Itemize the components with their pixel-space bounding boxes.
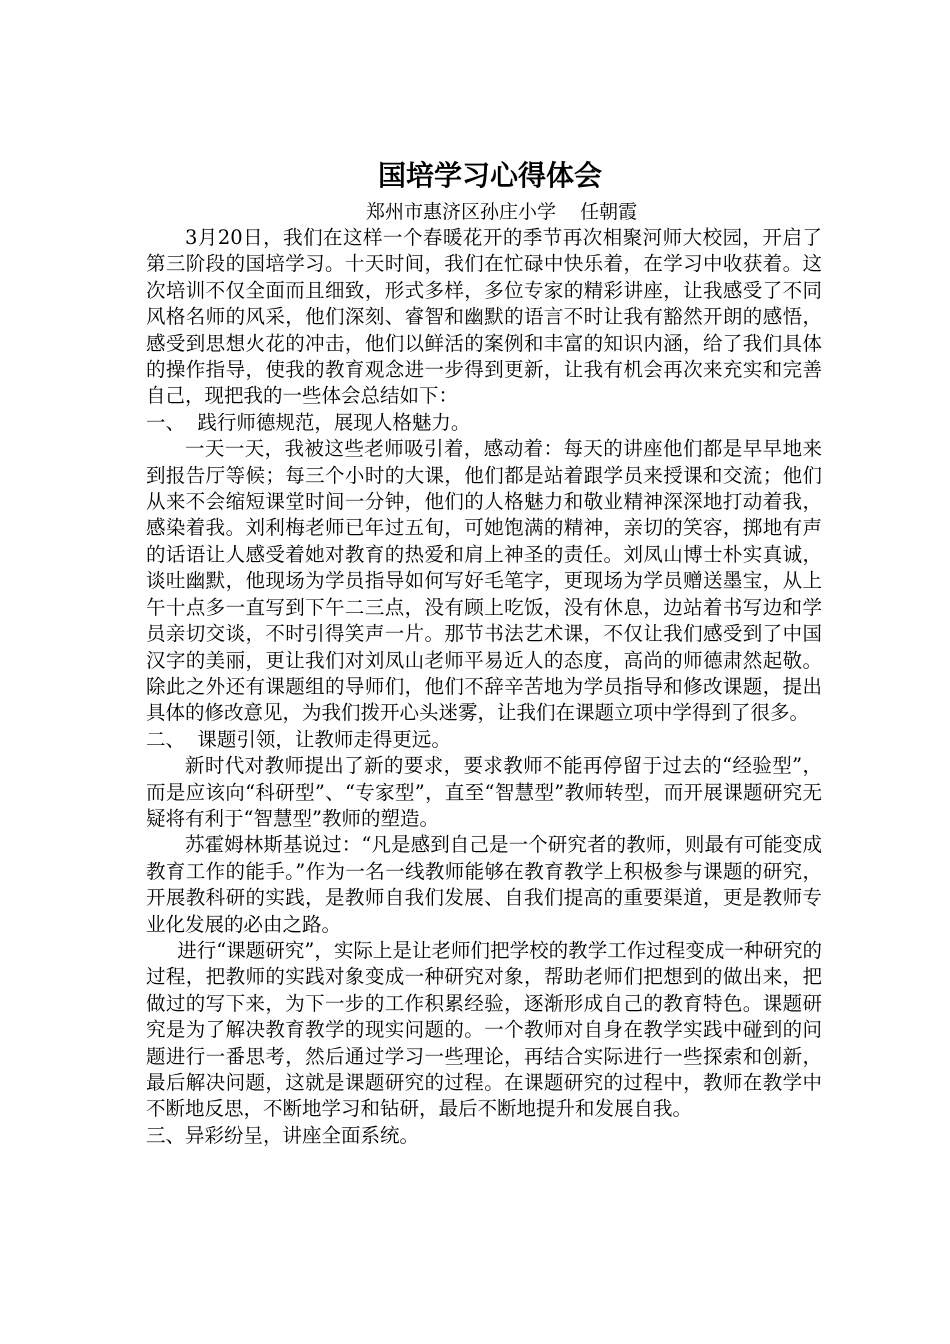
document-title: 国培学习心得体会 — [377, 159, 602, 192]
section-2-paragraph-1: 新时代对教师提出了新的要求，要求教师不能再停留于过去的“经验型”，而是应该向“科研型”、“专家型”，直至“智慧型”教师转型，而开展课题研究无疑将有利于“智慧型”教师的塑造。 — [146, 754, 822, 830]
section-1-heading: 一、 践行师德规范，展现人格魅力。 — [146, 410, 471, 434]
author-byline: 郑州市惠济区孙庄小学 任朝霞 — [366, 201, 638, 223]
document-body — [146, 154, 822, 1149]
section-2-heading: 二、 课题引领，让教师走得更远。 — [146, 727, 451, 751]
intro-paragraph: 3月20日，我们在这样一个春暖花开的季节再次相聚河师大校园，开启了第三阶段的国培学习。十天时间，我们在忙碌中快乐着，在学习中收获着。这次培训不仅全面而且细致，形式多样，多位专家的精彩讲座，让我感受了不同风格名师的风采，他们深刻、睿智和幽默的语言不时让我有豁然开朗的感悟，感受到思想火花的冲击，他们以鲜活的案例和丰富的知识内涵，给了我们具体的操作指导，使我的教育观念进一步得到更新，让我有机会再次来充实和完善自己，现把我的一些体会总结如下： — [146, 226, 822, 408]
section-2-paragraph-3: 进行“课题研究”，实际上是让老师们把学校的教学工作过程变成一种研究的过程，把教师的实践对象变成一种研究对象，帮助老师们把想到的做出来，把做过的写下来，为下一步的工作积累经验，逐渐形成自己的教育特色。课题研究是为了解决教育教学的现实问题的。一个教师对自身在教学实践中碰到的问题进行一番思考，然后通过学习一些理论，再结合实际进行一些探索和创新，最后解决问题，这就是课题研究的过程。在课题研究的过程中，教师在教学中不断地反思，不断地学习和钻研，最后不断地提升和发展自我。 — [146, 938, 822, 1121]
section-3-heading: 三、异彩纷呈，讲座全面系统。 — [146, 1123, 420, 1147]
section-2-paragraph-2: 苏霍姆林斯基说过：“凡是感到自己是一个研究者的教师，则最有可能变成教育工作的能手。”作为一名一线教师能够在教育教学上积极参与课题的研究，开展教科研的实践，是教师自我们发展、自我们提高的重要渠道，更是教师专业化发展的必由之路。 — [146, 833, 822, 936]
section-1-paragraph: 一天一天，我被这些老师吸引着，感动着：每天的讲座他们都是早早地来到报告厅等候；每三个小时的大课，他们都是站着跟学员来授课和交流；他们从来不会缩短课堂时间一分钟，他们的人格魅力和敬业精神深深地打动着我，感染着我。刘利梅老师已年过五旬，可她饱满的精神，亲切的笑容，掷地有声的话语让人感受着她对教育的热爱和肩上神圣的责任。刘凤山博士朴实真诚，谈吐幽默，他现场为学员指导如何写好毛笔字，更现场为学员赠送墨宝，从上午十点多一直写到下午二三点，没有顾上吃饭，没有休息，边站着书写边和学员亲切交谈，不时引得笑声一片。那节书法艺术课，不仅让我们感受到了中国汉字的美丽，更让我们对刘凤山老师平易近人的态度，高尚的师德肃然起敬。除此之外还有课题组的导师们，他们不辞辛苦地为学员指导和修改课题，提出具体的修改意见，为我们拨开心头迷雾，让我们在课题立项中学得到了很多。 — [146, 437, 822, 725]
